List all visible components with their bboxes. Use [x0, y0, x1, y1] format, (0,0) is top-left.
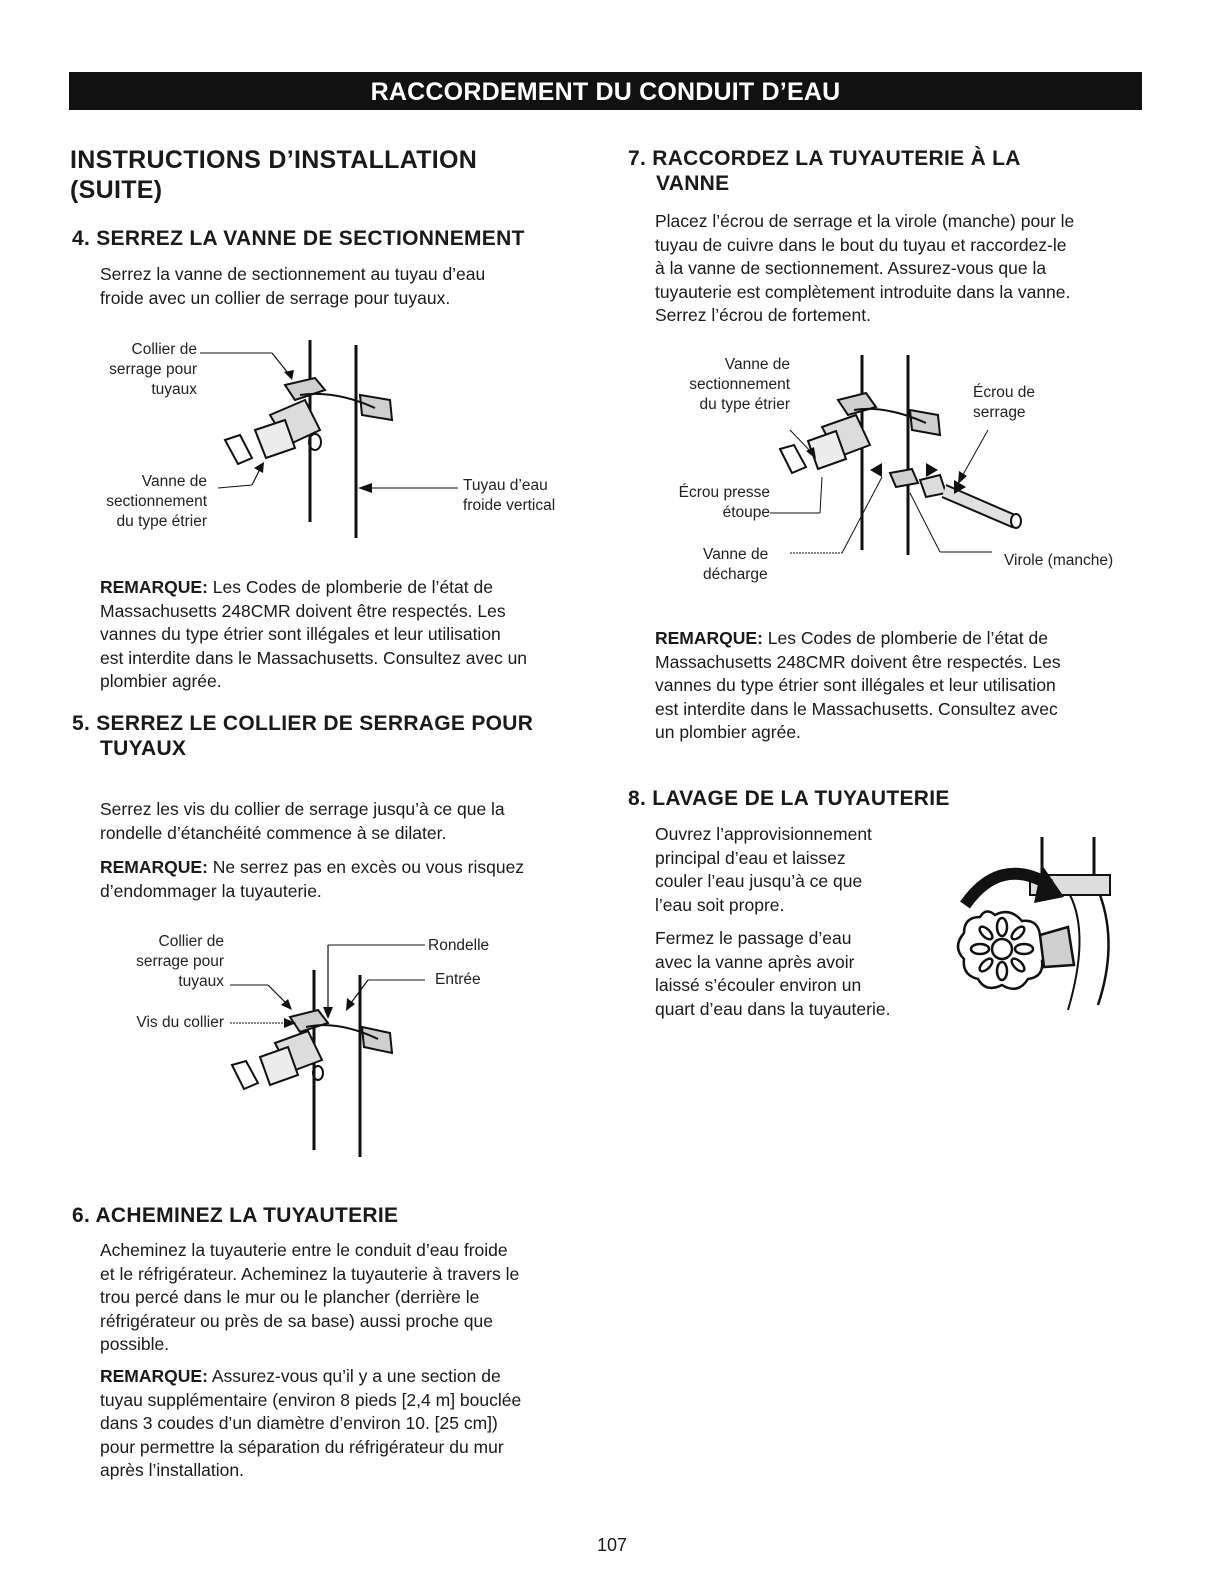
note-text: Les Codes de plomberie de l’état de [207, 577, 493, 597]
step6-note-line: tuyau supplémentaire (environ 8 pieds [2,4 m] bouclée [100, 1389, 522, 1410]
step4-saddle-valve-illustration [200, 330, 460, 550]
note-label: REMARQUE: [100, 857, 208, 877]
label-line: sectionnement [689, 376, 790, 393]
step7-note-line: est interdite dans le Massachusetts. Consultez avec [655, 698, 1058, 719]
step7-text-line: tuyau de cuivre dans le bout du tuyau et raccordez-le [655, 234, 1067, 255]
step5-label-clamp [80, 932, 224, 992]
step5-heading [72, 711, 533, 761]
step6-text [100, 1239, 519, 1357]
step8-text-line: quart d’eau dans la tuyauterie. [655, 998, 891, 1019]
step6-note [100, 1365, 521, 1483]
label-line: serrage [973, 404, 1026, 421]
step4-note [100, 576, 527, 694]
step8-text-line: Ouvrez l’approvisionnement [655, 824, 872, 844]
step4-text-line: froide avec un collier de serrage pour tuyaux. [100, 287, 451, 308]
step8-text-line: laissé s’écouler environ un [655, 975, 862, 995]
step7-label-ferrule: Virole (manche) [1004, 552, 1114, 569]
step6-text-line: Acheminez la tuyauterie entre le conduit d’eau froide [100, 1240, 508, 1260]
label-line: Écrou presse [678, 484, 770, 501]
step8-heading: 8. LAVAGE DE LA TUYAUTERIE [628, 787, 950, 810]
main-title-line2: (SUITE) [70, 176, 163, 204]
label-line: tuyaux [178, 973, 224, 990]
step4-note-line: plombier agrée. [100, 671, 222, 691]
note-text: Assurez-vous qu’il y a une section de [207, 1366, 501, 1386]
step8-text-line: principal d’eau et laissez [655, 847, 846, 868]
step6-note-line: dans 3 coudes d’un diamètre d’environ 10. [25 cm]) [100, 1413, 498, 1433]
step6-text-line: et le réfrigérateur. Acheminez la tuyauterie à travers le [100, 1263, 520, 1284]
step7-text-line: Serrez l’écrou de fortement. [655, 305, 871, 325]
step5-clamp-illustration [220, 935, 430, 1160]
step8-handwheel-illustration [940, 835, 1120, 1020]
step5-note-line: d’endommager la tuyauterie. [100, 880, 322, 901]
step8-text-line: couler l’eau jusqu’à ce que [655, 871, 863, 891]
label-line: étoupe [722, 504, 770, 521]
step6-text-line: possible. [100, 1334, 170, 1354]
section-banner: RACCORDEMENT DU CONDUIT D’EAU [69, 72, 1142, 110]
page-number: 107 [596, 1535, 628, 1555]
note-label: REMARQUE: [100, 1366, 208, 1386]
label-line: Tuyau d’eau [463, 477, 548, 494]
label-line: tuyaux [151, 381, 197, 398]
label-line: Vanne de [724, 356, 790, 373]
step7-note-line: un plombier agrée. [655, 722, 801, 742]
step5-text-line: Serrez les vis du collier de serrage jusqu’à ce que la [100, 799, 505, 819]
note-text: Les Codes de plomberie de l’état de [762, 628, 1048, 648]
step7-note [655, 627, 1061, 745]
note-label: REMARQUE: [100, 577, 208, 597]
step7-heading-line2: VANNE [656, 172, 730, 195]
step5-text-line: rondelle d’étanchéité commence à se dilater. [100, 822, 447, 843]
step6-text-line: trou percé dans le mur ou le plancher (derrière le [100, 1287, 480, 1307]
step4-label-clamp [60, 340, 197, 400]
step6-text-line: réfrigérateur ou près de sa base) aussi proche que [100, 1310, 494, 1331]
step4-note-line: est interdite dans le Massachusetts. Consultez avec un [100, 647, 528, 668]
step7-label-outlet [703, 545, 768, 585]
step7-note-line [655, 627, 1061, 651]
step7-heading-line1: 7. RACCORDEZ LA TUYAUTERIE À LA [628, 147, 1021, 170]
step7-note-line: vannes du type étrier sont illégales et leur utilisation [655, 675, 1056, 695]
label-line: Collier de [131, 341, 197, 358]
step7-note-line: Massachusetts 248CMR doivent être respectés. Les [655, 651, 1061, 672]
label-line: du type étrier [699, 396, 790, 413]
step4-label-valve [60, 472, 207, 532]
step5-label-screw: Vis du collier [136, 1014, 224, 1031]
step7-text [655, 210, 1074, 328]
step8-text2 [655, 927, 890, 1021]
step5-label-washer: Rondelle [428, 937, 490, 954]
step7-label-valve [640, 355, 790, 415]
step7-text-line: Placez l’écrou de serrage et la virole (manche) pour le [655, 211, 1075, 231]
main-title [70, 145, 477, 205]
note-text: Ne serrez pas en excès ou vous risquez [207, 857, 525, 877]
step4-note-line [100, 576, 527, 600]
step4-note-line: Massachusetts 248CMR doivent être respectés. Les [100, 600, 506, 621]
main-title-line1: INSTRUCTIONS D’INSTALLATION [70, 146, 478, 174]
step5-note-line [100, 856, 524, 880]
step5-heading-line2: TUYAUX [100, 737, 187, 760]
step5-note [100, 856, 524, 903]
label-line: Écrou de [973, 384, 1036, 401]
step4-text [100, 263, 485, 310]
step8-text1 [655, 823, 872, 917]
label-line: Collier de [158, 933, 224, 950]
label-line: froide vertical [463, 497, 556, 514]
step8-text-line: avec la vanne après avoir [655, 951, 855, 972]
step4-heading: 4. SERREZ LA VANNE DE SECTIONNEMENT [72, 227, 525, 250]
label-line: serrage pour [136, 953, 224, 970]
step6-heading: 6. ACHEMINEZ LA TUYAUTERIE [72, 1204, 399, 1227]
step6-note-line: après l’installation. [100, 1460, 244, 1480]
step7-label-packing [640, 483, 770, 523]
step5-text [100, 798, 505, 845]
step8-text-line: Fermez le passage d’eau [655, 928, 852, 948]
step5-label-inlet: Entrée [435, 971, 481, 988]
step4-label-pipe [463, 476, 555, 516]
label-line: décharge [703, 566, 768, 583]
step4-note-line: vannes du type étrier sont illégales et leur utilisation [100, 624, 501, 644]
step5-heading-line1: 5. SERREZ LE COLLIER DE SERRAGE POUR [72, 712, 534, 735]
note-label: REMARQUE: [655, 628, 763, 648]
step7-text-line: tuyauterie est complètement introduite dans la vanne. [655, 281, 1071, 302]
label-line: serrage pour [109, 361, 197, 378]
step4-text-line: Serrez la vanne de sectionnement au tuyau d’eau [100, 264, 486, 284]
label-line: sectionnement [106, 493, 207, 510]
label-line: du type étrier [116, 513, 207, 530]
step7-text-line: à la vanne de sectionnement. Assurez-vous que la [655, 258, 1047, 278]
step7-heading [628, 146, 1021, 196]
label-line: Vanne de [141, 473, 207, 490]
label-line: Vanne de [703, 546, 769, 563]
step6-note-line [100, 1365, 521, 1389]
step7-connection-illustration [770, 345, 1030, 560]
step8-text-line: l’eau soit propre. [655, 894, 785, 915]
step6-note-line: pour permettre la séparation du réfrigérateur du mur [100, 1436, 504, 1457]
